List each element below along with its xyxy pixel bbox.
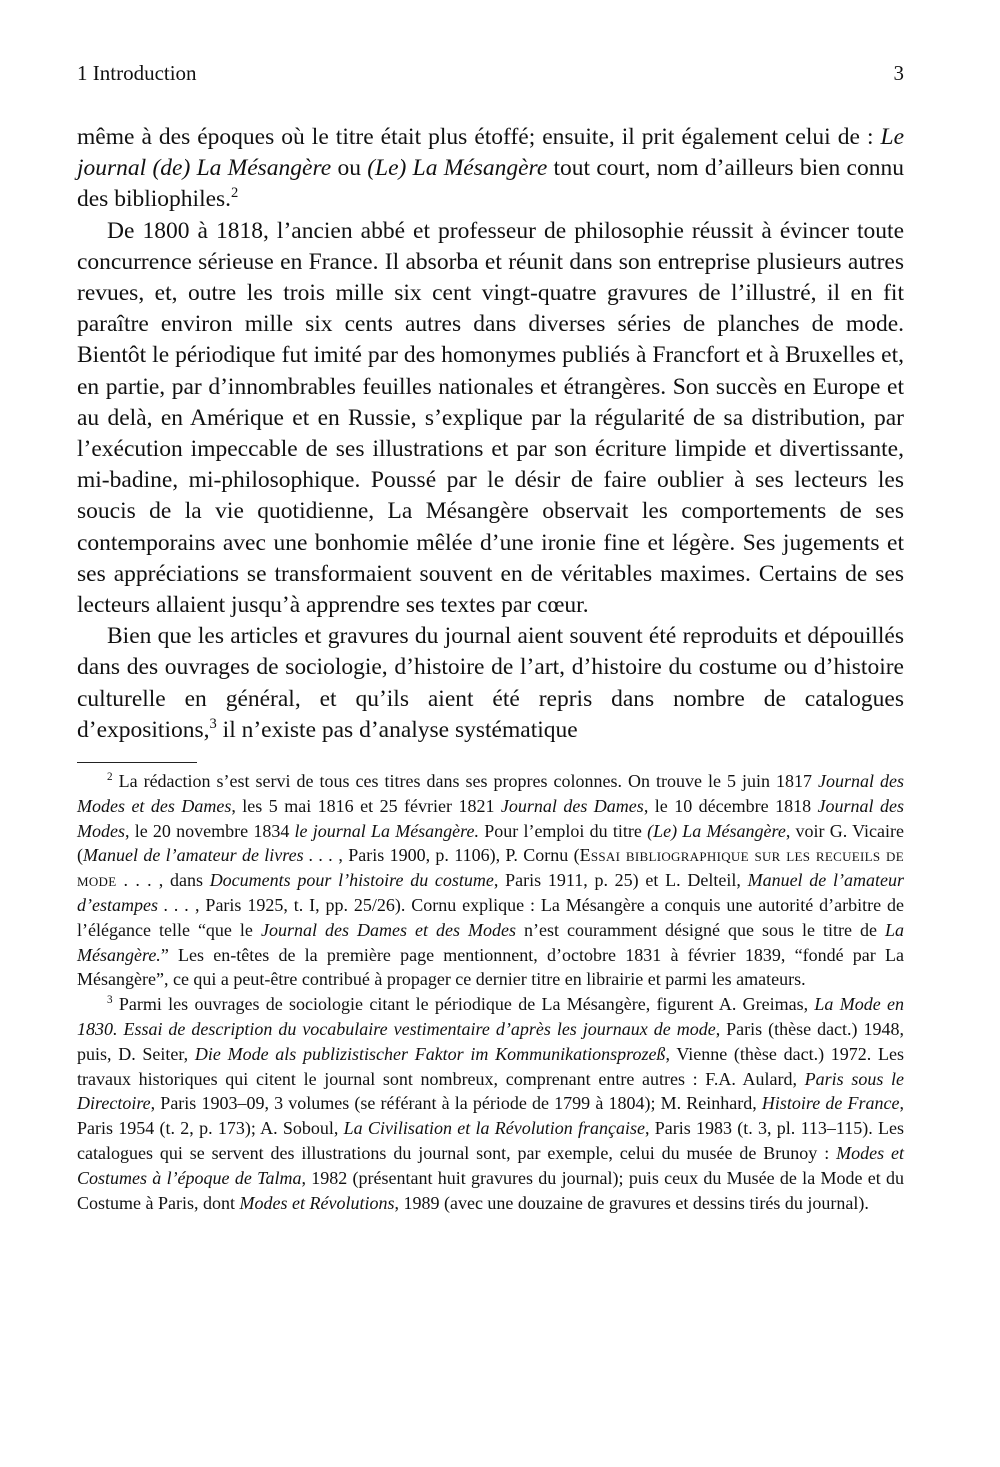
footnote-mark: 3 <box>107 994 113 1007</box>
page-number: 3 <box>893 61 904 85</box>
text-run: , le 10 décembre 1818 <box>643 795 818 816</box>
italic-title: La Civilisation et la Révolution française <box>343 1118 645 1139</box>
footnote-3 <box>77 992 904 1215</box>
footnote-mark: 2 <box>107 771 113 784</box>
italic-title: Paris sous le Directoire <box>77 1068 904 1114</box>
footnote-2 <box>77 769 904 992</box>
footnote-ref-3: 3 <box>209 716 217 733</box>
page <box>77 58 904 1215</box>
small-caps-title: Essai bibliographique sur les recueils de mode . . . <box>77 845 904 891</box>
text-run: , Paris 1911, p. 25) et L. Delteil, <box>493 870 748 891</box>
text-run: , 1989 (avec une douzaine de gravures et dessins tirés du journal). <box>394 1192 869 1213</box>
text-run: , Paris 1983 (t. 3, pl. 113–115). Les catalogues qui se servent des illustrations du journal sont, par exemple, celui du musée de Brunoy : <box>77 1118 904 1164</box>
text-run: , voir G. Vicaire ( <box>77 820 905 866</box>
italic-title: Journal des Modes et des Dames <box>77 771 904 816</box>
paragraph-1 <box>77 122 904 216</box>
text-run: , dans <box>151 870 210 891</box>
text-run: n’est couramment désigné que sous le titre de <box>515 919 885 940</box>
paragraph-2: De 1800 à 1818, l’ancien abbé et professeur de philosophie réussit à évincer toute concurrence sérieuse en France. Il absorba et réunit dans son entreprise plusieurs autres revues, et, outre les trois mille six cent vingt-quatre gravures de l’illustré, il en fit paraître environ mille six cents autres dans diverses séries de planches de mode. Bientôt le périodique fut imité par des homonymes publiés à Francfort et à Bruxelles et, en partie, par d’innombrables feuilles nationales et étrangères. Son succès en Europe et au delà, en Amérique et en Russie, s’explique par la régularité de sa distribution, par l’exécution impeccable de ses illustrations et par son écriture limpide et divertissante, mi-badine, mi-philosophique. Poussé par le désir de faire oublier à ses lecteurs les soucis de la vie quotidienne, La Mésangère observait les comportements de ses contemporains avec une bonhomie mêlée d’une ironie fine et légère. Ses jugements et ses appréciations se transformaient souvent en de véritables maximes. Certains de ses lecteurs allaient jusqu’à apprendre ses textes par cœur. <box>77 217 904 619</box>
text-run: , Paris 1900, p. 1106), P. Cornu ( <box>333 845 580 866</box>
italic-title: Documents pour l’histoire du costume <box>209 870 494 891</box>
main-text <box>77 122 904 746</box>
italic-title: (Le) La Mésangère <box>367 155 548 182</box>
text-run: Pour l’emploi du titre <box>479 820 648 841</box>
running-header <box>77 58 904 88</box>
text-run: Bien que les articles et gravures du journal aient souvent été reproduits et dépouillés dans des ouvrages de sociologie, d’histoire de l’art, d’histoire du costume ou d’histoire culturelle en général, et qu’ils aient été repris dans nombre de catalogues d’expositions, <box>77 623 904 743</box>
italic-title: (Le) La Mésangère <box>647 820 786 841</box>
italic-title: le journal La Mésangère. <box>294 820 480 841</box>
italic-title: Modes et Révolutions <box>239 1192 395 1213</box>
italic-title: La Mésangère. <box>77 919 904 965</box>
text-run: La rédaction s’est servi de tous ces titres dans ses propres colonnes. On trouve le 5 juin 1817 <box>112 771 818 792</box>
text-run: , 1982 (présentant huit gravures du journal); puis ceux du Musée de la Mode et du Costume à Paris, dont <box>77 1167 905 1213</box>
italic-title: Manuel de l’amateur d’estampes . . . <box>77 870 905 916</box>
text-run: , le 20 novembre 1834 <box>125 820 295 841</box>
text-run: ou <box>331 155 368 182</box>
italic-title: Le journal (de) La Mésangère <box>77 124 904 182</box>
italic-title: La Mode en 1830. Essai de description du vocabulaire vestimentaire d’après les journaux de mode <box>77 994 904 1040</box>
italic-title: Journal des Modes <box>77 795 904 841</box>
text-run: tout court, nom d’ailleurs bien connu des bibliophiles. <box>77 155 904 213</box>
text-run: , Vienne (thèse dact.) 1972. Les travaux historiques qui citent le journal sont nombreux, comprenant entre autres : F.A. Aulard, <box>77 1043 904 1089</box>
text-run: , Paris 1925, t. I, pp. 25/26). Cornu explique : La Mésangère a conquis une autorité d’arbitre de l’élégance telle “que le <box>77 895 904 940</box>
italic-title: Journal des Dames <box>500 795 644 816</box>
chapter-title: 1 Introduction <box>77 61 197 85</box>
text-run: même à des époques où le titre était plus étoffé; ensuite, il prit également celui de : <box>77 124 881 150</box>
footnotes <box>77 769 904 1215</box>
text-run: il n’existe pas d’analyse systématique <box>216 716 578 743</box>
text-run: , Paris 1954 (t. 2, p. 173); A. Soboul, <box>77 1093 904 1139</box>
italic-title: Manuel de l’amateur de livres . . . <box>83 845 334 866</box>
paragraph-3 <box>77 621 904 746</box>
text-run: , Paris 1903–09, 3 volumes (se référant à la période de 1799 à 1804); M. Reinhard, <box>150 1093 762 1114</box>
text-run: ” Les en-têtes de la première page mentionnent, d’octobre 1831 à février 1839, “fondé par La Mésangère”, ce qui a peut-être contribué à propager ce dernier titre en librairie et parmi les amateurs. <box>77 944 904 990</box>
italic-title: Histoire de France <box>761 1093 900 1114</box>
text-run: Parmi les ouvrages de sociologie citant le périodique de La Mésangère, figurent A. Greimas, <box>112 994 815 1015</box>
text-run: , Paris (thèse dact.) 1948, puis, D. Seiter, <box>77 1019 905 1064</box>
footnote-ref-2: 2 <box>231 185 239 202</box>
italic-title: Journal des Dames et des Modes <box>260 919 516 940</box>
italic-title: Modes et Costumes à l’époque de Talma <box>77 1143 904 1188</box>
text-run: , les 5 mai 1816 et 25 février 1821 <box>231 795 501 816</box>
italic-title: Die Mode als publizistischer Faktor im Kommunikationsprozeß <box>194 1043 666 1064</box>
footnote-divider <box>77 762 197 763</box>
